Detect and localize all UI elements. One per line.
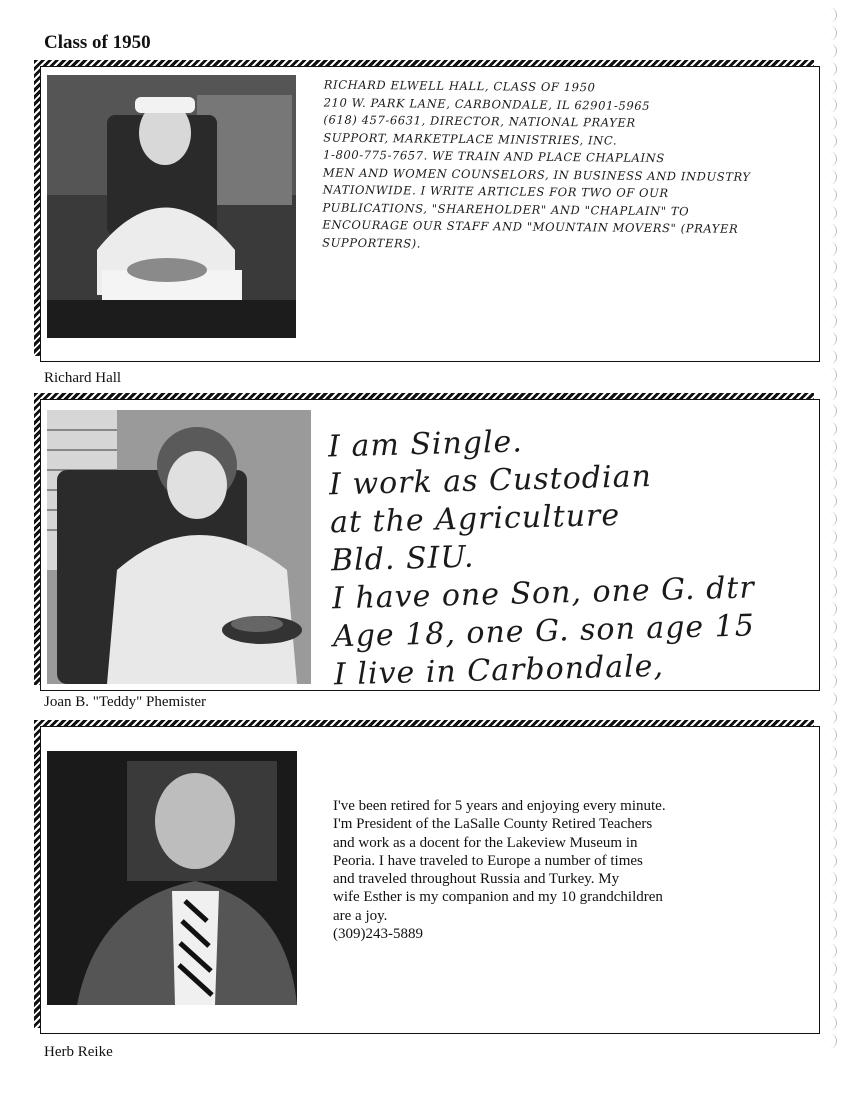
binding-loop xyxy=(826,620,837,634)
entry-text: RICHARD ELWELL HALL, CLASS OF 1950 210 W. PARK LANE, CARBONDALE, IL 62901-5965 (618) 457-6631, DIRECTOR, NATIONAL PRAYER SUPPORT, MARKETPLACE MINISTRIES, INC. 1-800-775-7657. WE TRAIN AND PLACE CHAPLAINS MEN AND WOMEN COUNSELORS, IN BUSINESS AND INDUSTRY NATIONWIDE. I WRITE ARTICLES FOR TWO OF OUR PUBLICATIONS, "SHAREHOLDER" AND "CHAPLAIN" TO ENCOURAGE OUR STAFF AND "MOUNTAIN MOVERS" (PRAYER SUPPORTERS). xyxy=(322,77,751,251)
binding-loop xyxy=(826,836,837,850)
portrait-photo xyxy=(47,410,311,684)
binding-loop xyxy=(826,350,837,364)
entry-caption: Richard Hall xyxy=(44,370,122,386)
binding-loop xyxy=(826,872,837,886)
binding-loop xyxy=(826,710,837,724)
binding-loop xyxy=(826,224,837,238)
binding-loop xyxy=(826,656,837,670)
binding-loop xyxy=(826,674,837,688)
entry-text: I've been retired for 5 years and enjoying every minute. I'm President of the LaSalle County Retired Teachers and work as a docent for the Lakeview Museum in Peoria. I have traveled to Europe a number of times and traveled throughout Russia and Turkey. My wife Esther is my companion and my 10 grandchildren are a joy. (309)243-5889 xyxy=(333,798,666,943)
binding-loop xyxy=(826,116,837,130)
entry-card xyxy=(40,399,820,691)
binding-loop xyxy=(826,26,837,40)
binding-loop xyxy=(826,134,837,148)
page-title: Class of 1950 xyxy=(44,32,151,53)
binding-loop xyxy=(826,926,837,940)
binding-loop xyxy=(826,962,837,976)
spiral-binding xyxy=(826,8,840,1048)
binding-loop xyxy=(826,998,837,1012)
binding-loop xyxy=(826,944,837,958)
binding-loop xyxy=(826,8,837,22)
binding-loop xyxy=(826,170,837,184)
binding-loop xyxy=(826,782,837,796)
binding-loop xyxy=(826,1016,837,1030)
entry-joan-phemister xyxy=(34,393,820,691)
portrait-photo xyxy=(47,751,297,1005)
binding-loop xyxy=(826,476,837,490)
binding-loop xyxy=(826,440,837,454)
binding-loop xyxy=(826,62,837,76)
binding-loop xyxy=(826,404,837,418)
binding-loop xyxy=(826,890,837,904)
entry-caption: Joan B. "Teddy" Phemister xyxy=(44,694,207,710)
binding-loop xyxy=(826,386,837,400)
portrait-photo xyxy=(47,75,296,338)
binding-loop xyxy=(826,1034,837,1048)
entry-card xyxy=(40,726,820,1034)
binding-loop xyxy=(826,728,837,742)
binding-loop xyxy=(826,980,837,994)
binding-loop xyxy=(826,296,837,310)
binding-loop xyxy=(826,458,837,472)
binding-loop xyxy=(826,368,837,382)
binding-loop xyxy=(826,242,837,256)
binding-loop xyxy=(826,278,837,292)
binding-loop xyxy=(826,44,837,58)
binding-loop xyxy=(826,152,837,166)
binding-loop xyxy=(826,818,837,832)
binding-loop xyxy=(826,314,837,328)
binding-loop xyxy=(826,908,837,922)
binding-loop xyxy=(826,764,837,778)
binding-loop xyxy=(826,692,837,706)
entry-card xyxy=(40,66,820,362)
binding-loop xyxy=(826,512,837,526)
entry-herb-reike xyxy=(34,720,820,1034)
binding-loop xyxy=(826,188,837,202)
binding-loop xyxy=(826,800,837,814)
binding-loop xyxy=(826,80,837,94)
binding-loop xyxy=(826,638,837,652)
binding-loop xyxy=(826,422,837,436)
entry-richard-hall xyxy=(34,60,820,362)
binding-loop xyxy=(826,584,837,598)
entry-text: I am Single. I work as Custodian at the Agriculture Bld. SIU. I have one Son, one G. dtr Age 18, one G. son age 15 I live in Carbondale, xyxy=(327,424,756,693)
binding-loop xyxy=(826,602,837,616)
binding-loop xyxy=(826,98,837,112)
binding-loop xyxy=(826,566,837,580)
binding-loop xyxy=(826,494,837,508)
binding-loop xyxy=(826,206,837,220)
binding-loop xyxy=(826,548,837,562)
binding-loop xyxy=(826,260,837,274)
entry-caption: Herb Reike xyxy=(44,1044,113,1060)
binding-loop xyxy=(826,332,837,346)
binding-loop xyxy=(826,854,837,868)
binding-loop xyxy=(826,746,837,760)
binding-loop xyxy=(826,530,837,544)
